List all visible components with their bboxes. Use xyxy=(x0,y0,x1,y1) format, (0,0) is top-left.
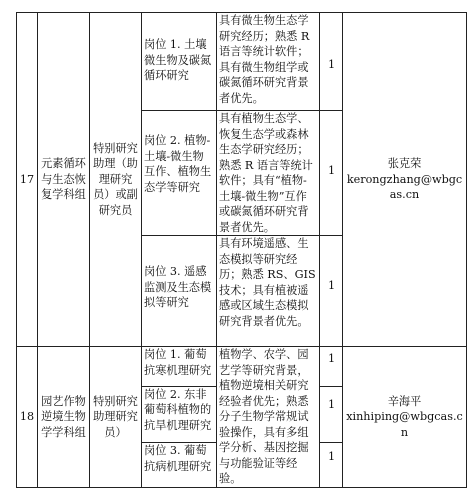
table-row xyxy=(17,347,467,387)
position-name: 岗位 2. 东非葡萄科植物的抗旱机理研究 xyxy=(142,386,217,442)
contact-name: 张克荣 xyxy=(387,157,422,171)
position-quantity: 1 xyxy=(320,347,343,387)
position-requirement: 具有环境遥感、生态模拟等研究经历；熟悉 RS、GIS 技术；具有植被遥感或区域生态模拟研究背景者优先。 xyxy=(217,236,320,347)
position-name: 岗位 3. 遥感监测及生态模拟等研究 xyxy=(142,236,217,347)
lab-name: 园艺作物逆境生物学学科组 xyxy=(38,347,90,488)
contact-email[interactable]: kerongzhang@wbgcas.cn xyxy=(346,172,463,202)
post-type: 特别研究助理（助理研究员）或副研究员 xyxy=(90,13,142,347)
position-requirement: 植物学、农学、园艺学等研究背景，植物逆境相关研究经验者优先；熟悉分子生物学常规试验操作，具有多组学分析、基因挖掘与功能验证等经验。 xyxy=(217,347,320,488)
position-quantity: 1 xyxy=(320,111,343,236)
row-number: 17 xyxy=(17,13,38,347)
post-type: 特别研究助理研究员） xyxy=(90,347,142,488)
position-quantity: 1 xyxy=(320,236,343,347)
table-row xyxy=(17,13,467,111)
position-quantity: 1 xyxy=(320,386,343,442)
position-quantity: 1 xyxy=(320,443,343,487)
position-requirement: 具有植物生态学、恢复生态学或森林生态学研究经历；熟悉 R 语言等统计软件；具有“植物-土壤-微生物”互作或碳氮循环研究背景者优先。 xyxy=(217,111,320,236)
contact-email[interactable]: xinhiping@wbgcas.cn xyxy=(346,410,463,439)
position-requirement: 具有微生物生态学研究经历；熟悉 R 语言等统计软件；具有微生物组学或碳氮循环研究背景者优先。 xyxy=(217,13,320,111)
position-quantity: 1 xyxy=(320,13,343,111)
recruitment-table xyxy=(16,12,467,488)
row-number: 18 xyxy=(17,347,38,488)
contact-name: 辛海平 xyxy=(387,394,422,408)
position-name: 岗位 2. 植物-土壤-微生物互作、植物生态学等研究 xyxy=(142,111,217,236)
position-name: 岗位 1. 葡萄抗寒机理研究 xyxy=(142,347,217,387)
contact-cell xyxy=(343,347,467,488)
contact-cell xyxy=(343,13,467,347)
position-name: 岗位 1. 土壤微生物及碳氮循环研究 xyxy=(142,13,217,111)
position-name: 岗位 3. 葡萄抗病机理研究 xyxy=(142,443,217,487)
lab-name: 元素循环与生态恢复学科组 xyxy=(38,13,90,347)
